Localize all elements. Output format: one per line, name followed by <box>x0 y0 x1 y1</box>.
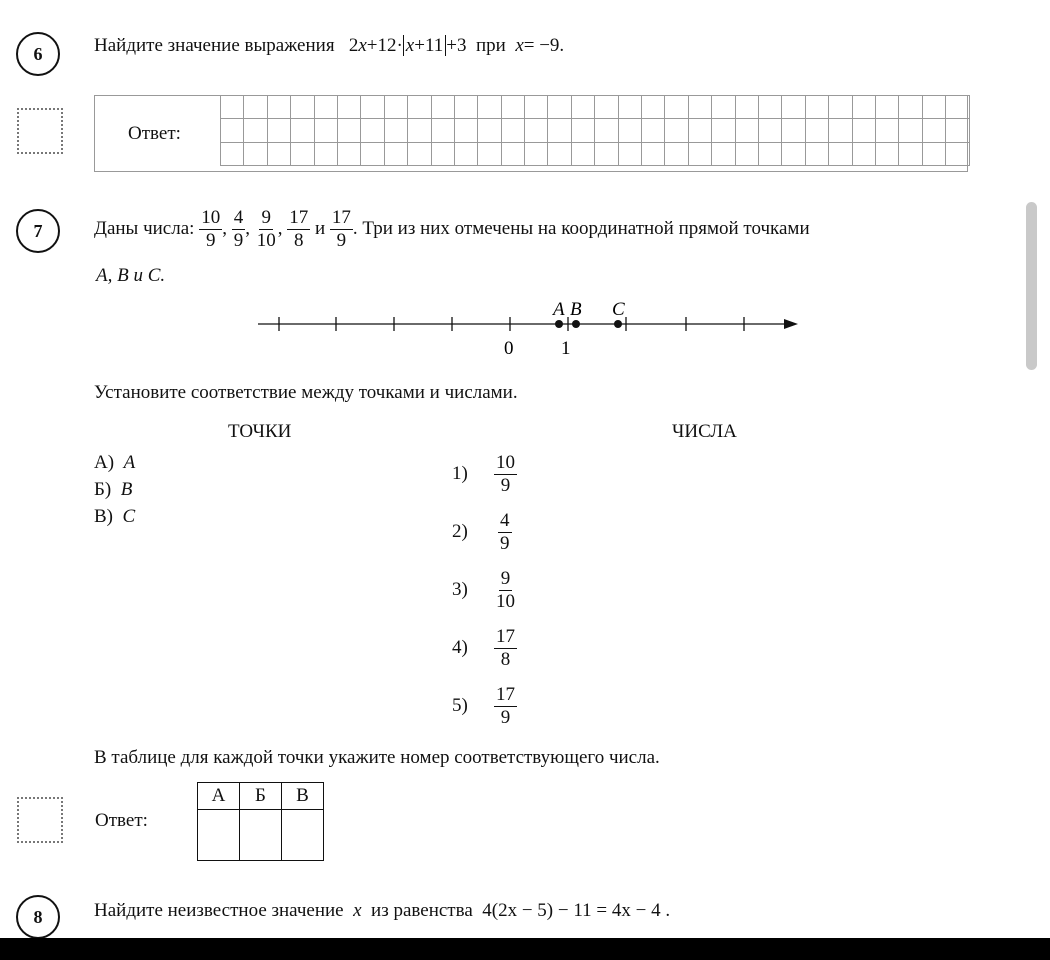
comma: , <box>222 218 227 240</box>
answer-grid-cell[interactable] <box>408 119 431 142</box>
q6-expr-a: 2 <box>348 35 359 56</box>
point-row-letter: Б) <box>94 479 112 500</box>
answer-grid-cell[interactable] <box>525 119 548 142</box>
header-a: А <box>198 783 240 810</box>
answer-grid-cell[interactable] <box>361 96 384 119</box>
option-den: 10 <box>496 590 515 612</box>
answer-cell-v[interactable] <box>282 810 324 861</box>
answer-grid-cell[interactable] <box>314 96 337 119</box>
point-c-label: C <box>612 299 625 320</box>
question-7-number-text: 7 <box>33 220 43 241</box>
answer-grid-cell[interactable] <box>431 96 454 119</box>
answer-grid-cell[interactable] <box>431 119 454 142</box>
question-8-number-text: 8 <box>33 906 43 927</box>
option-den: 9 <box>500 706 511 728</box>
answer-label-6: Ответ: <box>128 123 181 144</box>
answer-grid-cell[interactable] <box>221 96 244 119</box>
answer-grid-cell[interactable] <box>829 142 852 165</box>
answer-grid-cell[interactable] <box>548 142 571 165</box>
answer-grid-cell[interactable] <box>548 96 571 119</box>
answer-grid-cell[interactable] <box>244 142 267 165</box>
q7-f1-den: 9 <box>205 229 216 251</box>
col-numbers-header: ЧИСЛА <box>672 421 737 442</box>
answer-grid-cell[interactable] <box>618 96 641 119</box>
answer-grid-cell[interactable] <box>899 119 922 142</box>
option-idx: 1) <box>452 463 468 484</box>
q7-conj: и <box>314 218 326 240</box>
point-a-dot <box>555 320 563 328</box>
q7-instruction: Установите соответствие между точками и числами. <box>94 382 518 403</box>
answer-grid-cell[interactable] <box>805 142 828 165</box>
answer-grid-cell[interactable] <box>361 119 384 142</box>
answer-grid-cell[interactable] <box>735 142 758 165</box>
answer-grid-cell[interactable] <box>337 142 360 165</box>
answer-grid-cell[interactable] <box>501 142 524 165</box>
option-2 <box>452 505 517 559</box>
answer-grid-cell[interactable] <box>852 119 875 142</box>
answer-grid-cell[interactable] <box>478 119 501 142</box>
q7-f4-den: 8 <box>293 229 304 251</box>
q8-var: x <box>353 900 362 921</box>
option-idx: 2) <box>452 521 468 542</box>
q6-expr-value: = −9. <box>523 35 565 56</box>
answer-grid-cell[interactable] <box>384 119 407 142</box>
point-b-dot <box>572 320 580 328</box>
question-7-text <box>94 208 810 251</box>
answer-grid-cell[interactable] <box>501 96 524 119</box>
answer-grid-cell[interactable] <box>758 119 781 142</box>
point-b-label: B <box>570 299 582 320</box>
option-num: 4 <box>500 509 510 531</box>
q6-expr-d: +3 <box>446 35 467 56</box>
point-row-name: B <box>120 479 133 500</box>
point-row-c <box>94 503 135 530</box>
answer-grid-cell[interactable] <box>946 96 969 119</box>
option-4 <box>452 621 517 675</box>
answer-grid-cell[interactable] <box>595 96 618 119</box>
option-fraction <box>494 685 517 728</box>
point-a-label: A <box>553 299 565 320</box>
question-6-number-text: 6 <box>33 43 43 64</box>
answer-grid-cell[interactable] <box>946 119 969 142</box>
option-den: 9 <box>500 532 510 554</box>
q6-expr-b: +12· <box>366 35 403 56</box>
q7-f4-num: 17 <box>289 207 309 228</box>
q6-abs-value <box>403 35 446 56</box>
q7-f1-num: 10 <box>201 207 221 228</box>
answer-grid-cell[interactable] <box>805 119 828 142</box>
answer-grid-cell[interactable] <box>642 96 665 119</box>
answer-grid-cell[interactable] <box>899 142 922 165</box>
option-den: 9 <box>500 474 511 496</box>
answer-grid-cell[interactable] <box>852 96 875 119</box>
score-box-6 <box>17 108 63 154</box>
q7-prefix: Даны числа: <box>94 218 195 240</box>
answer-grid-cell[interactable] <box>735 119 758 142</box>
answer-grid-cell[interactable] <box>548 119 571 142</box>
number-line-arrow <box>784 319 798 329</box>
answer-grid-cell[interactable] <box>221 119 244 142</box>
answer-grid-cell[interactable] <box>291 96 314 119</box>
answer-grid-cell[interactable] <box>782 142 805 165</box>
answer-grid-6[interactable] <box>220 95 970 166</box>
header-v: В <box>282 783 324 810</box>
option-num: 17 <box>496 683 515 705</box>
answer-grid-cell[interactable] <box>829 119 852 142</box>
answer-grid-cell[interactable] <box>712 142 735 165</box>
option-num: 10 <box>496 451 515 473</box>
answer-grid-cell[interactable] <box>571 119 594 142</box>
q7-f2-den: 9 <box>233 229 244 251</box>
q7-fraction-3 <box>255 208 278 251</box>
option-fraction <box>494 453 517 496</box>
answer-grid-cell[interactable] <box>361 142 384 165</box>
answer-grid-cell[interactable] <box>431 142 454 165</box>
question-8-text <box>94 900 670 922</box>
option-idx: 3) <box>452 579 468 600</box>
col-points-header: ТОЧКИ <box>228 421 292 442</box>
question-6-text <box>94 35 564 57</box>
answer-grid-cell[interactable] <box>501 119 524 142</box>
q7-f3-den: 10 <box>256 229 276 251</box>
answer-grid-cell[interactable] <box>758 142 781 165</box>
answer-grid-cell[interactable] <box>712 96 735 119</box>
answer-grid-cell[interactable] <box>408 96 431 119</box>
answer-grid-cell[interactable] <box>267 96 290 119</box>
q7-fraction-2 <box>232 208 246 251</box>
answer-table-inputs <box>198 810 324 861</box>
q7-f3-num: 9 <box>261 207 271 228</box>
answer-cell-a[interactable] <box>198 810 240 861</box>
scrollbar-thumb[interactable] <box>1026 202 1037 370</box>
header-b: Б <box>240 783 282 810</box>
q8-prefix: Найдите неизвестное значение <box>94 900 344 921</box>
answer-grid-cell[interactable] <box>875 96 898 119</box>
point-row-letter: В) <box>94 506 113 527</box>
answer-grid-cell[interactable] <box>782 96 805 119</box>
answer-grid-cell[interactable] <box>337 96 360 119</box>
answer-grid-cell[interactable] <box>454 119 477 142</box>
option-3 <box>452 563 517 617</box>
q7-f5-num: 17 <box>331 207 351 228</box>
option-den: 8 <box>500 648 511 670</box>
q7-points-line: A, B и C. <box>96 265 166 286</box>
comma: , <box>245 218 250 240</box>
point-c-dot <box>614 320 622 328</box>
answer-grid-cell[interactable] <box>688 119 711 142</box>
point-row-name: A <box>123 452 136 473</box>
option-idx: 5) <box>452 695 468 716</box>
answer-grid-cell[interactable] <box>922 142 945 165</box>
answer-grid-cell[interactable] <box>875 142 898 165</box>
q8-mid: из равенства <box>371 900 473 921</box>
answer-grid-cell[interactable] <box>525 96 548 119</box>
q7-fraction-4 <box>287 208 310 251</box>
answer-grid-cell[interactable] <box>384 142 407 165</box>
answer-grid-cell[interactable] <box>571 142 594 165</box>
comma: , <box>277 218 283 240</box>
q6-prefix: Найдите значение выражения <box>94 35 335 56</box>
q7-suffix: . Три из них отмечены на координатной прямой точками <box>352 218 810 240</box>
option-1 <box>452 447 517 501</box>
answer-grid-cell[interactable] <box>946 142 969 165</box>
answer-grid-cell[interactable] <box>735 96 758 119</box>
answer-grid-row <box>221 96 970 119</box>
answer-grid-cell[interactable] <box>922 96 945 119</box>
question-8-number <box>16 895 60 939</box>
answer-grid-row <box>221 119 970 142</box>
q6-expr-c: +11 <box>414 35 444 56</box>
answer-grid-cell[interactable] <box>829 96 852 119</box>
answer-cell-b[interactable] <box>240 810 282 861</box>
score-box-7 <box>17 797 63 843</box>
answer-grid-cell[interactable] <box>922 119 945 142</box>
point-row-letter: А) <box>94 452 115 473</box>
option-5 <box>452 679 517 733</box>
answer-grid-cell[interactable] <box>571 96 594 119</box>
q6-expr-x3: x <box>515 35 524 56</box>
answer-grid-cell[interactable] <box>665 96 688 119</box>
option-fraction <box>494 569 517 612</box>
answer-grid-cell[interactable] <box>337 119 360 142</box>
answer-table-header <box>198 783 324 810</box>
answer-grid-cell[interactable] <box>688 142 711 165</box>
q7-fraction-5 <box>330 208 353 251</box>
point-row-a <box>94 449 135 476</box>
answer-grid-cell[interactable] <box>618 142 641 165</box>
answer-grid-cell[interactable] <box>595 119 618 142</box>
answer-grid-cell[interactable] <box>384 96 407 119</box>
question-7-number <box>16 209 60 253</box>
q6-mid: при <box>475 35 506 56</box>
answer-grid-cell[interactable] <box>665 142 688 165</box>
answer-grid-cell[interactable] <box>291 119 314 142</box>
answer-grid-cell[interactable] <box>782 119 805 142</box>
question-6-number <box>16 32 60 76</box>
answer-grid-cell[interactable] <box>221 142 244 165</box>
q6-expr-x1: x <box>358 35 367 56</box>
answer-grid-cell[interactable] <box>688 96 711 119</box>
answer-grid-cell[interactable] <box>314 119 337 142</box>
table-instruction: В таблице для каждой точки укажите номер соответствующего числа. <box>94 747 660 768</box>
answer-grid-cell[interactable] <box>758 96 781 119</box>
q7-f5-den: 9 <box>336 229 347 251</box>
option-idx: 4) <box>452 637 468 658</box>
q7-f2-num: 4 <box>233 207 244 228</box>
tick-label-1: 1 <box>561 338 571 359</box>
points-list <box>94 449 135 530</box>
number-options <box>452 447 517 733</box>
point-row-name: C <box>122 506 136 527</box>
answer-grid-cell[interactable] <box>525 142 548 165</box>
answer-grid-cell[interactable] <box>267 119 290 142</box>
option-fraction <box>498 511 512 554</box>
answer-grid-cell[interactable] <box>642 119 665 142</box>
answer-grid-cell[interactable] <box>875 119 898 142</box>
q8-equation: 4(2x − 5) − 11 = 4x − 4 . <box>482 900 671 921</box>
answer-grid-row <box>221 142 970 165</box>
answer-grid-cell[interactable] <box>899 96 922 119</box>
answer-grid-cell[interactable] <box>665 119 688 142</box>
answer-grid-cell[interactable] <box>454 96 477 119</box>
answer-grid-cell[interactable] <box>805 96 828 119</box>
answer-label-7: Ответ: <box>95 810 148 831</box>
answer-grid-cell[interactable] <box>478 142 501 165</box>
answer-grid-cell[interactable] <box>595 142 618 165</box>
q6-expr-x2: x <box>405 35 415 56</box>
answer-grid-cell[interactable] <box>244 96 267 119</box>
answer-table-7 <box>197 782 324 861</box>
answer-grid-cell[interactable] <box>454 142 477 165</box>
answer-grid-cell[interactable] <box>291 142 314 165</box>
bottom-bar <box>0 938 1050 960</box>
answer-grid-cell[interactable] <box>618 119 641 142</box>
answer-grid-cell[interactable] <box>852 142 875 165</box>
answer-grid-cell[interactable] <box>408 142 431 165</box>
answer-grid-cell[interactable] <box>244 119 267 142</box>
option-num: 17 <box>496 625 515 647</box>
answer-grid-cell[interactable] <box>642 142 665 165</box>
q7-fraction-1 <box>199 208 222 251</box>
option-num: 9 <box>500 567 511 589</box>
point-row-b <box>94 476 135 503</box>
option-fraction <box>494 627 517 670</box>
answer-grid-cell[interactable] <box>267 142 290 165</box>
number-line <box>250 290 810 365</box>
answer-grid-cell[interactable] <box>478 96 501 119</box>
answer-grid-cell[interactable] <box>314 142 337 165</box>
answer-grid-cell[interactable] <box>712 119 735 142</box>
tick-label-0: 0 <box>504 338 514 359</box>
